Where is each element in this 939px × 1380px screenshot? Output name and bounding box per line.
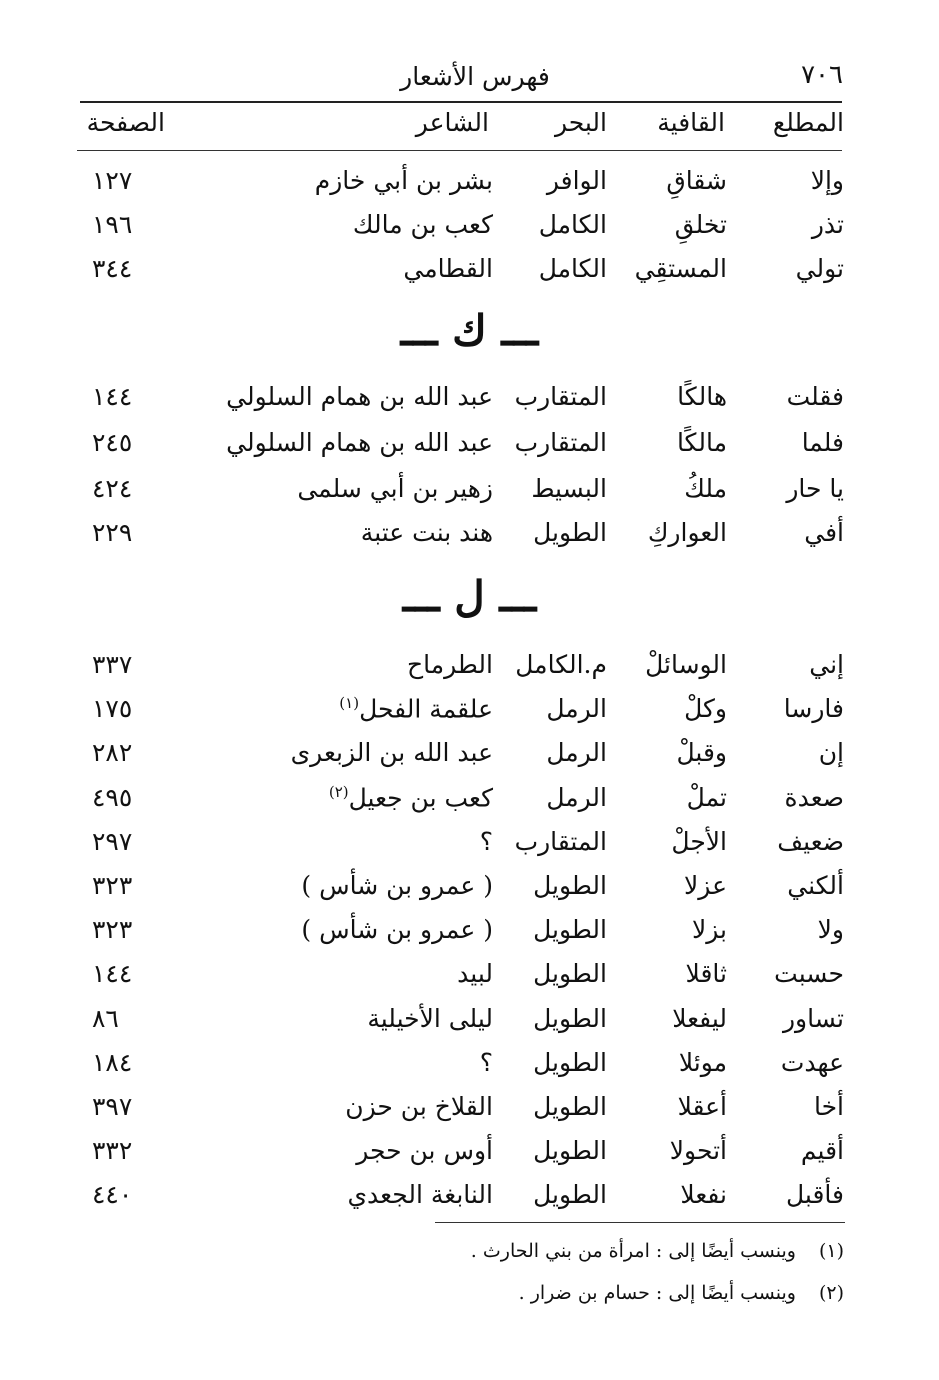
page-number: ٧٠٦ — [801, 60, 843, 90]
matla-cell: حسبت — [774, 959, 844, 988]
qafiya-cell: العواركِ — [647, 518, 727, 547]
bahr-cell: الكامل — [538, 210, 607, 239]
matla-cell: فقلت — [786, 382, 844, 411]
table-row — [0, 871, 939, 915]
page-cell: ٢٤٥ — [92, 428, 133, 457]
qafiya-cell: أعقلا — [677, 1092, 727, 1121]
page-cell: ٤٢٤ — [92, 474, 133, 503]
page-cell: ٢٨٢ — [92, 738, 133, 767]
table-row — [0, 650, 939, 694]
table-row — [0, 1004, 939, 1048]
table-row — [0, 1048, 939, 1092]
page-cell: ٣٤٤ — [92, 254, 133, 283]
poet-name: ؟ — [479, 1048, 493, 1077]
matla-cell: صعدة — [784, 783, 844, 812]
footnote-number: (٢) — [818, 1282, 844, 1304]
column-header-qafiya: القافية — [657, 108, 725, 137]
table-row — [0, 254, 939, 298]
matla-cell: تساور — [782, 1004, 844, 1033]
page-cell: ٣٣٢ — [92, 1136, 133, 1165]
qafiya-cell: ملكُ — [684, 474, 727, 503]
matla-cell: أقيم — [800, 1136, 844, 1165]
table-row — [0, 783, 939, 827]
bahr-cell: الكامل — [538, 254, 607, 283]
table-row — [0, 915, 939, 959]
footnote — [471, 1240, 844, 1262]
bahr-cell: الطويل — [533, 959, 607, 988]
page-cell: ٣٢٣ — [92, 871, 133, 900]
poet-name: علقمة الفحل — [359, 694, 493, 724]
poet-cell: عبد الله بن همام السلولي — [226, 428, 493, 457]
header-rule — [80, 101, 842, 103]
poet-cell — [407, 650, 493, 679]
poet-name: عبد الله بن الزبعرى — [290, 738, 493, 767]
qafiya-cell: عزلا — [684, 871, 727, 900]
poet-name: الطرماح — [406, 650, 493, 679]
page-cell: ١٨٤ — [92, 1048, 133, 1077]
page-cell: ٤٩٥ — [92, 783, 133, 812]
poet-cell — [345, 1092, 493, 1121]
matla-cell: إني — [809, 650, 844, 679]
poet-cell — [291, 738, 493, 767]
page-cell: ٨٦ — [92, 1004, 119, 1033]
page-cell: ١٤٤ — [92, 382, 133, 411]
bahr-cell: الطويل — [533, 871, 607, 900]
table-row — [0, 959, 939, 1003]
column-header-poet: الشاعر — [415, 108, 489, 137]
poet-cell — [480, 827, 493, 856]
poet-cell — [301, 915, 493, 944]
section-heading-kaf — [0, 306, 939, 366]
poet-name: القلاخ بن حزن — [345, 1092, 493, 1121]
section-heading-lam — [0, 572, 939, 632]
footnote-marker: (٢) — [328, 783, 349, 801]
qafiya-cell: الأجلْ — [671, 827, 727, 856]
column-header-matla: المطلع — [772, 108, 844, 137]
page-cell: ٣٣٧ — [92, 650, 133, 679]
section-letter: ـــ ك ـــ — [400, 306, 539, 355]
bahr-cell: الطويل — [533, 518, 607, 547]
bahr-cell: الطويل — [533, 915, 607, 944]
bahr-cell: الطويل — [533, 1004, 607, 1033]
matla-cell: إن — [818, 738, 844, 767]
qafiya-cell: مالكًا — [676, 428, 727, 457]
qafiya-cell: الوسائلْ — [645, 650, 727, 679]
footnote-rule — [435, 1222, 845, 1223]
matla-cell: أخا — [813, 1092, 844, 1121]
poet-cell — [457, 959, 493, 988]
matla-cell: ضعيف — [777, 827, 844, 856]
matla-cell: تذر — [811, 210, 844, 239]
matla-cell: ولا — [817, 915, 844, 944]
footnote — [519, 1282, 844, 1304]
poet-name: ليلى الأخيلية — [367, 1004, 493, 1033]
matla-cell: عهدت — [780, 1048, 844, 1077]
footnote-number: (١) — [818, 1240, 844, 1262]
bahr-cell: الوافر — [546, 166, 607, 195]
bahr-cell: المتقارب — [514, 428, 607, 457]
matla-cell: فأقبل — [786, 1180, 844, 1209]
poet-cell — [356, 1136, 493, 1165]
table-row — [0, 382, 939, 426]
matla-cell: أفي — [804, 518, 844, 547]
poet-name: لبيد — [457, 959, 493, 988]
qafiya-cell: وقبلْ — [676, 738, 727, 767]
poet-cell: زهير بن أبي سلمى — [297, 474, 493, 503]
bahr-cell: الرمل — [546, 694, 607, 723]
column-header-rule — [77, 150, 842, 151]
poet-cell — [347, 1180, 493, 1209]
matla-cell: وإلا — [810, 166, 844, 195]
table-row — [0, 1092, 939, 1136]
qafiya-cell: أتحولا — [669, 1136, 727, 1165]
qafiya-cell: هالكًا — [677, 382, 727, 411]
table-row — [0, 827, 939, 871]
matla-cell: فلما — [801, 428, 844, 457]
footnote-text: وينسب أيضًا إلى : امرأة من بني الحارث . — [470, 1240, 796, 1262]
table-row — [0, 210, 939, 254]
bahr-cell: الرمل — [546, 783, 607, 812]
poet-cell: القطامي — [403, 254, 493, 283]
table-row — [0, 738, 939, 782]
bahr-cell: الطويل — [533, 1092, 607, 1121]
qafiya-cell: نفعلا — [680, 1180, 727, 1209]
bahr-cell: البسيط — [531, 474, 607, 503]
poet-name: ( عمرو بن شأس ) — [301, 915, 493, 944]
table-row — [0, 694, 939, 738]
matla-cell: فارسا — [783, 694, 844, 723]
page-cell: ٢٢٩ — [92, 518, 133, 547]
qafiya-cell: المستقِي — [634, 254, 727, 283]
section-letter: ـــ ل ـــ — [402, 572, 537, 621]
qafiya-cell: تملْ — [686, 783, 727, 812]
page-cell: ١٢٧ — [92, 166, 133, 195]
page-cell: ٤٤٠ — [92, 1180, 133, 1209]
bahr-cell: الرمل — [546, 738, 607, 767]
bahr-cell: م.الكامل — [515, 650, 607, 679]
qafiya-cell: تخلقِ — [674, 210, 727, 239]
matla-cell: يا حار — [786, 474, 844, 503]
poet-name: كعب بن جعيل — [348, 783, 493, 813]
page-cell: ٣٢٣ — [92, 915, 133, 944]
qafiya-cell: وكلْ — [684, 694, 727, 723]
page-cell: ١٩٦ — [92, 210, 133, 239]
page-cell: ١٧٥ — [92, 694, 133, 723]
poet-name: ( عمرو بن شأس ) — [301, 871, 493, 900]
poet-cell: هند بنت عتبة — [360, 518, 493, 547]
bahr-cell: الطويل — [533, 1180, 607, 1209]
matla-cell: ألكني — [787, 871, 844, 900]
poet-cell — [301, 871, 493, 900]
table-row — [0, 518, 939, 562]
table-row — [0, 1136, 939, 1180]
footnote-text: وينسب أيضًا إلى : حسام بن ضرار . — [518, 1282, 796, 1304]
poet-name: أوس بن حجر — [356, 1136, 493, 1165]
qafiya-cell: ليفعلا — [672, 1004, 727, 1033]
poet-name: النابغة الجعدي — [347, 1180, 493, 1209]
column-header-page: الصفحة — [86, 108, 165, 137]
poet-cell — [329, 783, 493, 812]
qafiya-cell: شقاقِ — [666, 166, 727, 195]
table-row — [0, 1180, 939, 1224]
matla-cell: تولي — [795, 254, 844, 283]
footnote-marker: (١) — [339, 694, 360, 712]
poet-cell: بشر بن أبي خازم — [314, 166, 493, 195]
column-header-bahr: البحر — [554, 108, 607, 137]
poet-cell: عبد الله بن همام السلولي — [226, 382, 493, 411]
bahr-cell: الطويل — [533, 1136, 607, 1165]
qafiya-cell: بزلا — [691, 915, 727, 944]
poet-cell — [480, 1048, 493, 1077]
bahr-cell: الطويل — [533, 1048, 607, 1077]
running-title: فهرس الأشعار — [400, 62, 550, 91]
page-cell: ٢٩٧ — [92, 827, 133, 856]
qafiya-cell: موئلا — [678, 1048, 727, 1077]
poet-cell: كعب بن مالك — [352, 210, 493, 239]
poet-name: ؟ — [479, 827, 493, 856]
bahr-cell: المتقارب — [514, 827, 607, 856]
table-row — [0, 428, 939, 472]
bahr-cell: المتقارب — [514, 382, 607, 411]
poet-cell — [339, 694, 493, 723]
page-cell: ٣٩٧ — [92, 1092, 133, 1121]
table-row — [0, 166, 939, 210]
table-row — [0, 474, 939, 518]
poet-cell — [367, 1004, 493, 1033]
page-cell: ١٤٤ — [92, 959, 133, 988]
qafiya-cell: ثاقلا — [685, 959, 727, 988]
